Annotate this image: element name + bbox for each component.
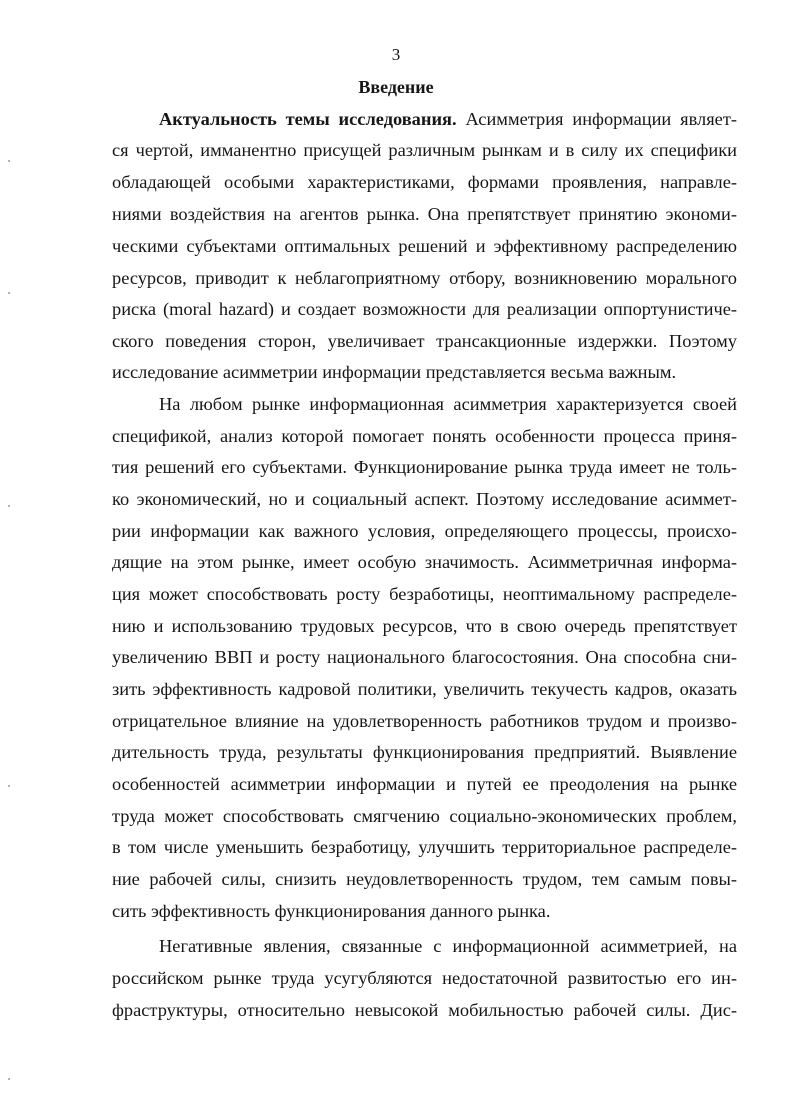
paragraph-2-line-5: рии информации как важного условия, определяющего процессы, происхо- — [112, 521, 737, 541]
scan-mark — [8, 292, 10, 294]
paragraph-3-line-1: Негативные явления, связанные с информационной асимметрией, на — [159, 936, 737, 956]
section-heading: Введение — [358, 77, 434, 97]
scan-mark — [8, 785, 10, 787]
paragraph-2-line-2: спецификой, анализ которой помогает понять особенности процесса приня- — [112, 426, 737, 446]
paragraph-2-line-7: ция может способствовать росту безработицы, неоптимальному распределе- — [112, 584, 737, 604]
paragraph-1-line-7: риска (moral hazard) и создает возможности для реализации оппортунистиче- — [112, 299, 737, 319]
paragraph-1-line-4: ниями воздействия на агентов рынка. Она препятствует принятию экономи- — [112, 204, 737, 224]
paragraph-3-line-3: фраструктуры, относительно невысокой мобильностью рабочей силы. Дис- — [112, 1000, 737, 1020]
paragraph-2-line-11: отрицательное влияние на удовлетворенность работников трудом и произво- — [112, 711, 737, 731]
paragraph-2-line-9: увеличению ВВП и росту национального благосостояния. Она способна сни- — [112, 647, 737, 667]
paragraph-2-line-6: дящие на этом рынке, имеет особую значимость. Асимметричная информа- — [112, 552, 737, 572]
paragraph-2-line-12: дительность труда, результаты функционирования предприятий. Выявление — [112, 742, 737, 762]
paragraph-1-line-1 — [159, 108, 737, 130]
paragraph-2-line-1: На любом рынке информационная асимметрия характеризуется своей — [159, 394, 737, 414]
paragraph-2-line-16: ние рабочей силы, снизить неудовлетворенность трудом, тем самым повы- — [112, 869, 737, 889]
paragraph-1-line-6: ресурсов, приводит к неблагоприятному отбору, возникновению морального — [112, 268, 737, 288]
paragraph-2-line-15: в том числе уменьшить безработицу, улучшить территориальное распределе- — [112, 837, 737, 857]
paragraph-2-line-17: сить эффективность функционирования данного рынка. — [112, 901, 551, 921]
paragraph-2-line-4: ко экономический, но и социальный аспект. Поэтому исследование асиммет- — [112, 489, 737, 509]
paragraph-1-line-9: исследование асимметрии информации представляется весьма важным. — [112, 362, 677, 382]
paragraph-2-line-14: труда может способствовать смягчению социально-экономических проблем, — [112, 806, 737, 826]
scan-mark — [8, 505, 10, 507]
paragraph-1-line-8: ского поведения сторон, увеличивает трансакционные издержки. Поэтому — [112, 331, 737, 351]
paragraph-3-line-2: российском рынке труда усугубляются недостаточной развитостью его ин- — [112, 968, 737, 988]
paragraph-2-line-3: тия решений его субъектами. Функционирование рынка труда имеет не толь- — [112, 457, 737, 477]
paragraph-2-line-10: зить эффективность кадровой политики, увеличить текучесть кадров, оказать — [112, 679, 737, 699]
scan-mark — [8, 1078, 10, 1080]
paragraph-2-line-8: нию и использованию трудовых ресурсов, что в свою очередь препятствует — [112, 616, 737, 636]
paragraph-1-line-2: ся чертой, имманентно присущей различным рынкам и в силу их специфики — [112, 140, 737, 160]
paragraph-1-line-3: обладающей особыми характеристиками, формами проявления, направле- — [112, 172, 737, 192]
scan-mark — [8, 160, 10, 162]
paragraph-1-lead: Актуальность темы исследования. — [159, 109, 457, 129]
page-number: 3 — [391, 45, 401, 64]
paragraph-1-line-5: ческими субъектами оптимальных решений и эффективному распределению — [112, 236, 737, 256]
paragraph-1-line-1-text: Асимметрия информации являет- — [456, 109, 737, 129]
paragraph-2-line-13: особенностей асимметрии информации и путей ее преодоления на рынке — [112, 774, 737, 794]
